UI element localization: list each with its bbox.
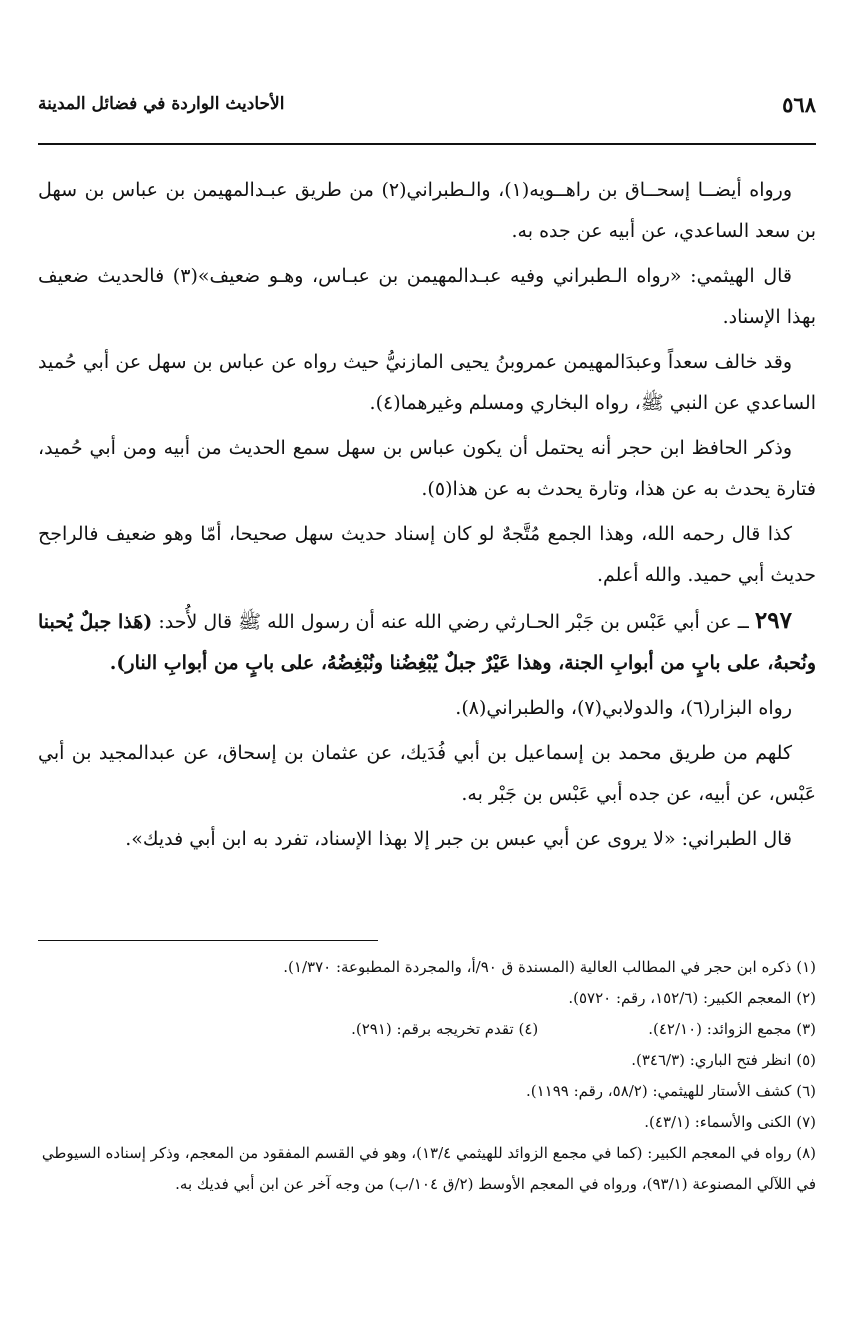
hadith-text: (هَذا جبلٌ يُحبنا ونُحبهُ، على بابٍ من أبوابِ الجنة، وهذا عَيْرٌ جبلٌ يُبْغِضُنا ونُبْغِضُهُ، على بابٍ من أبوابِ النار). xyxy=(38,611,816,674)
hadith-paragraph xyxy=(38,600,816,684)
paragraph: قال الهيثمي: «رواه الـطبراني وفيه عبـدالمهيمن بن عبـاس، وهـو ضعيف»(٣) فالحديث ضعيف بهذا الإسناد. xyxy=(38,265,816,328)
footnote: (٤) تقدم تخريجه برقم: (٢٩١). xyxy=(351,1020,539,1038)
footnote: (١) ذكره ابن حجر في المطالب العالية (المسندة ق ٩٠/أ، والمجردة المطبوعة: ١/٣٧٠). xyxy=(283,958,816,976)
page-number: ٥٦٨ xyxy=(782,92,816,117)
paragraph: رواه البزار(٦)، والدولابي(٧)، والطبراني(٨). xyxy=(455,697,792,719)
footnote: (٢) المعجم الكبير: (١٥٢/٦، رقم: ٥٧٢٠). xyxy=(568,989,816,1007)
footnote: (٥) انظر فتح الباري: (٣٤٦/٣). xyxy=(631,1051,816,1069)
running-title: الأحاديث الواردة في فضائل المدينة xyxy=(38,94,285,114)
hadith-number: ٢٩٧ xyxy=(754,607,792,634)
paragraph: وذكر الحافظ ابن حجر أنه يحتمل أن يكون عباس بن سهل سمع الحديث من أبيه ومن أبي حُميد، فتارة يحدث به عن هذا، وتارة يحدث به عن هذا(٥). xyxy=(38,437,816,500)
header-divider xyxy=(38,143,816,145)
paragraph: وقد خالف سعداً وعبدَالمهيمن عمروبنُ يحيى المازنيُّ حيث رواه عن عباس بن سهل عن أبي حُميد الساعدي عن النبي ﷺ، رواه البخاري ومسلم وغيرهما(٤). xyxy=(38,351,816,414)
main-text xyxy=(38,170,816,864)
footnote-row xyxy=(38,1014,816,1045)
paragraph: كلهم من طريق محمد بن إسماعيل بن أبي فُدَيك، عن عثمان بن إسحاق، عن عبدالمجيد بن أبي عَبْس، عن أبيه، عن جده أبي عَبْس بن جَبْر به. xyxy=(38,742,816,805)
footnote: (٣) مجمع الزوائد: (٤٢/١٠). xyxy=(648,1020,816,1038)
footnote: (٨) رواه في المعجم الكبير: (كما في مجمع الزوائد للهيثمي ١٣/٤)، وهو في القسم المفقود من المعجم، وذكر إسناده السيوطي في اللآلي المصنوعة (٩٣/١)، ورواه في المعجم الأوسط (٢/ق ١٠٤/ب) من وجه آخر عن ابن أبي فديك به. xyxy=(41,1144,816,1193)
paragraph: كذا قال رحمه الله، وهذا الجمع مُتَّجهٌ لو كان إسناد حديث سهل صحيحا، أمّا وهو ضعيف فالراجح حديث أبي حميد. والله أعلم. xyxy=(38,523,816,586)
paragraph: ورواه أيضــا إسحــاق بن راهــويه(١)، والـطبراني(٢) من طريق عبـدالمهيمن بن عباس بن سهل بن سعد الساعدي، عن أبيه عن جده به. xyxy=(38,179,816,242)
page-header xyxy=(38,92,816,122)
paragraph: قال الطبراني: «لا يروى عن أبي عبس بن جبر إلا بهذا الإسناد، تفرد به ابن أبي فديك». xyxy=(125,828,792,850)
footnote: (٧) الكنى والأسماء: (٤٣/١). xyxy=(644,1113,816,1131)
hadith-intro: ــ عن أبي عَبْس بن جَبْر الحـارثي رضي الله عنه أن رسول الله ﷺ قال لأُحد: xyxy=(158,611,749,633)
footnotes xyxy=(38,952,816,1200)
footnote-divider xyxy=(38,940,378,941)
footnote: (٦) كشف الأستار للهيثمي: (٥٨/٢، رقم: ١١٩٩). xyxy=(525,1082,816,1100)
